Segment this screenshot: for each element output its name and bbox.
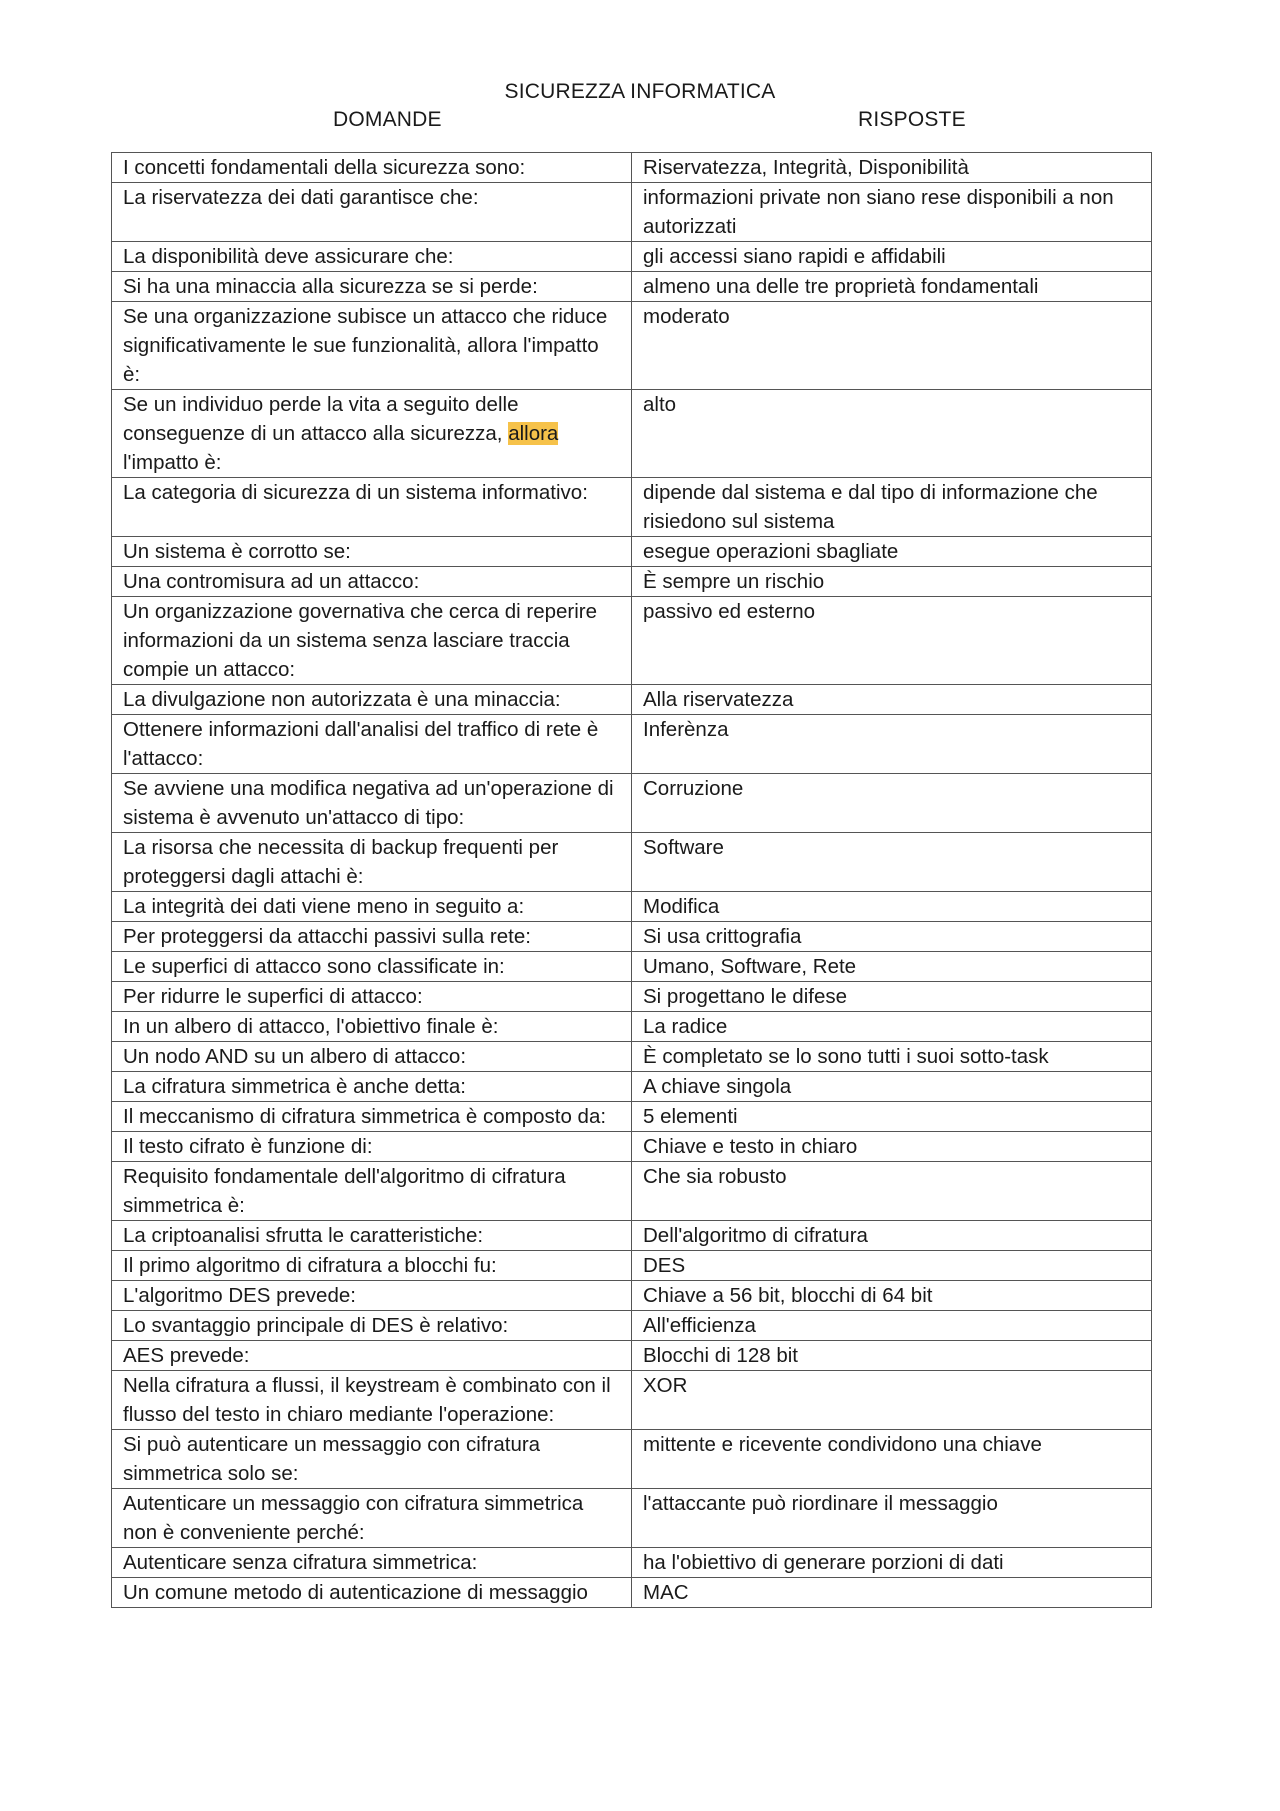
question-cell: Per proteggersi da attacchi passivi sulla rete: (112, 922, 632, 952)
answer-cell: DES (632, 1251, 1152, 1281)
question-text: l'impatto è: (123, 451, 222, 474)
table-row (112, 272, 1152, 302)
table-row (112, 1251, 1152, 1281)
table-row (112, 242, 1152, 272)
question-cell: AES prevede: (112, 1341, 632, 1371)
table-row (112, 1341, 1152, 1371)
answer-cell: MAC (632, 1578, 1152, 1608)
answer-cell: A chiave singola (632, 1072, 1152, 1102)
question-cell: Si ha una minaccia alla sicurezza se si perde: (112, 272, 632, 302)
table-row (112, 1548, 1152, 1578)
answer-cell: Dell'algoritmo di cifratura (632, 1221, 1152, 1251)
question-cell: La risorsa che necessita di backup frequenti per proteggersi dagli attachi è: (112, 833, 632, 892)
question-cell: La disponibilità deve assicurare che: (112, 242, 632, 272)
answer-cell: esegue operazioni sbagliate (632, 537, 1152, 567)
answer-cell: dipende dal sistema e dal tipo di informazione che risiedono sul sistema (632, 478, 1152, 537)
question-cell: La cifratura simmetrica è anche detta: (112, 1072, 632, 1102)
table-row (112, 1578, 1152, 1608)
answer-cell: almeno una delle tre proprietà fondamentali (632, 272, 1152, 302)
question-cell: Se avviene una modifica negativa ad un'operazione di sistema è avvenuto un'attacco di tipo: (112, 774, 632, 833)
table-row (112, 1162, 1152, 1221)
answer-cell: l'attaccante può riordinare il messaggio (632, 1489, 1152, 1548)
table-row (112, 685, 1152, 715)
question-cell: Ottenere informazioni dall'analisi del traffico di rete è l'attacco: (112, 715, 632, 774)
table-row (112, 1221, 1152, 1251)
question-cell: Requisito fondamentale dell'algoritmo di cifratura simmetrica è: (112, 1162, 632, 1221)
question-cell: La criptoanalisi sfrutta le caratteristiche: (112, 1221, 632, 1251)
question-cell: La categoria di sicurezza di un sistema informativo: (112, 478, 632, 537)
table-row (112, 1072, 1152, 1102)
question-cell: Lo svantaggio principale di DES è relativo: (112, 1311, 632, 1341)
answer-cell: Software (632, 833, 1152, 892)
table-row (112, 1132, 1152, 1162)
answer-cell: passivo ed esterno (632, 597, 1152, 685)
question-cell: Autenticare senza cifratura simmetrica: (112, 1548, 632, 1578)
column-header-answers: RISPOSTE (858, 108, 966, 131)
answer-cell: informazioni private non siano rese disponibili a non autorizzati (632, 183, 1152, 242)
question-cell: Un comune metodo di autenticazione di messaggio (112, 1578, 632, 1608)
question-cell: L'algoritmo DES prevede: (112, 1281, 632, 1311)
document-title: SICUREZZA INFORMATICA (504, 80, 776, 103)
question-cell: La divulgazione non autorizzata è una minaccia: (112, 685, 632, 715)
question-cell: Nella cifratura a flussi, il keystream è combinato con il flusso del testo in chiaro mediante l'operazione: (112, 1371, 632, 1430)
question-cell (112, 390, 632, 478)
question-cell: Per ridurre le superfici di attacco: (112, 982, 632, 1012)
table-row (112, 153, 1152, 183)
answer-cell: Che sia robusto (632, 1162, 1152, 1221)
question-cell: Le superfici di attacco sono classificate in: (112, 952, 632, 982)
question-cell: Il meccanismo di cifratura simmetrica è composto da: (112, 1102, 632, 1132)
answer-cell: Corruzione (632, 774, 1152, 833)
table-row (112, 183, 1152, 242)
table-row (112, 390, 1152, 478)
answer-cell: ha l'obiettivo di generare porzioni di dati (632, 1548, 1152, 1578)
question-cell: Un nodo AND su un albero di attacco: (112, 1042, 632, 1072)
answer-cell: Chiave e testo in chiaro (632, 1132, 1152, 1162)
table-row (112, 1042, 1152, 1072)
answer-cell: moderato (632, 302, 1152, 390)
answer-cell: Umano, Software, Rete (632, 952, 1152, 982)
question-cell: Se una organizzazione subisce un attacco che riduce significativamente le sue funzionalità, allora l'impatto è: (112, 302, 632, 390)
table-row (112, 1311, 1152, 1341)
answer-cell: Blocchi di 128 bit (632, 1341, 1152, 1371)
question-cell: Autenticare un messaggio con cifratura simmetrica non è conveniente perché: (112, 1489, 632, 1548)
question-cell: In un albero di attacco, l'obiettivo finale è: (112, 1012, 632, 1042)
answer-cell: gli accessi siano rapidi e affidabili (632, 242, 1152, 272)
qa-table (111, 152, 1152, 1608)
question-cell: Il testo cifrato è funzione di: (112, 1132, 632, 1162)
answer-cell: Si progettano le difese (632, 982, 1152, 1012)
table-row (112, 1430, 1152, 1489)
question-cell: La integrità dei dati viene meno in seguito a: (112, 892, 632, 922)
table-row (112, 833, 1152, 892)
table-row (112, 774, 1152, 833)
answer-cell: Chiave a 56 bit, blocchi di 64 bit (632, 1281, 1152, 1311)
column-header-questions: DOMANDE (333, 108, 442, 131)
question-cell: I concetti fondamentali della sicurezza sono: (112, 153, 632, 183)
answer-cell: Inferènza (632, 715, 1152, 774)
question-cell: Il primo algoritmo di cifratura a blocchi fu: (112, 1251, 632, 1281)
answer-cell: alto (632, 390, 1152, 478)
question-cell: Si può autenticare un messaggio con cifratura simmetrica solo se: (112, 1430, 632, 1489)
answer-cell: mittente e ricevente condividono una chiave (632, 1430, 1152, 1489)
question-cell: Un sistema è corrotto se: (112, 537, 632, 567)
answer-cell: Si usa crittografia (632, 922, 1152, 952)
table-row (112, 597, 1152, 685)
question-cell: Un organizzazione governativa che cerca di reperire informazioni da un sistema senza lasciare traccia compie un attacco: (112, 597, 632, 685)
table-row (112, 952, 1152, 982)
table-row (112, 1102, 1152, 1132)
table-row (112, 1371, 1152, 1430)
table-row (112, 302, 1152, 390)
answer-cell: XOR (632, 1371, 1152, 1430)
table-row (112, 922, 1152, 952)
table-row (112, 715, 1152, 774)
question-cell: Una contromisura ad un attacco: (112, 567, 632, 597)
answer-cell: È completato se lo sono tutti i suoi sotto-task (632, 1042, 1152, 1072)
table-row (112, 537, 1152, 567)
table-row (112, 892, 1152, 922)
highlighted-word: allora (508, 422, 559, 445)
table-row (112, 1281, 1152, 1311)
question-cell: La riservatezza dei dati garantisce che: (112, 183, 632, 242)
table-row (112, 1012, 1152, 1042)
table-row (112, 982, 1152, 1012)
answer-cell: Riservatezza, Integrità, Disponibilità (632, 153, 1152, 183)
answer-cell: Modifica (632, 892, 1152, 922)
question-text: Se un individuo perde la vita a seguito delle conseguenze di un attacco alla sicurezza, (123, 393, 519, 445)
answer-cell: All'efficienza (632, 1311, 1152, 1341)
table-row (112, 1489, 1152, 1548)
answer-cell: È sempre un rischio (632, 567, 1152, 597)
answer-cell: 5 elementi (632, 1102, 1152, 1132)
answer-cell: Alla riservatezza (632, 685, 1152, 715)
table-row (112, 478, 1152, 537)
table-row (112, 567, 1152, 597)
answer-cell: La radice (632, 1012, 1152, 1042)
